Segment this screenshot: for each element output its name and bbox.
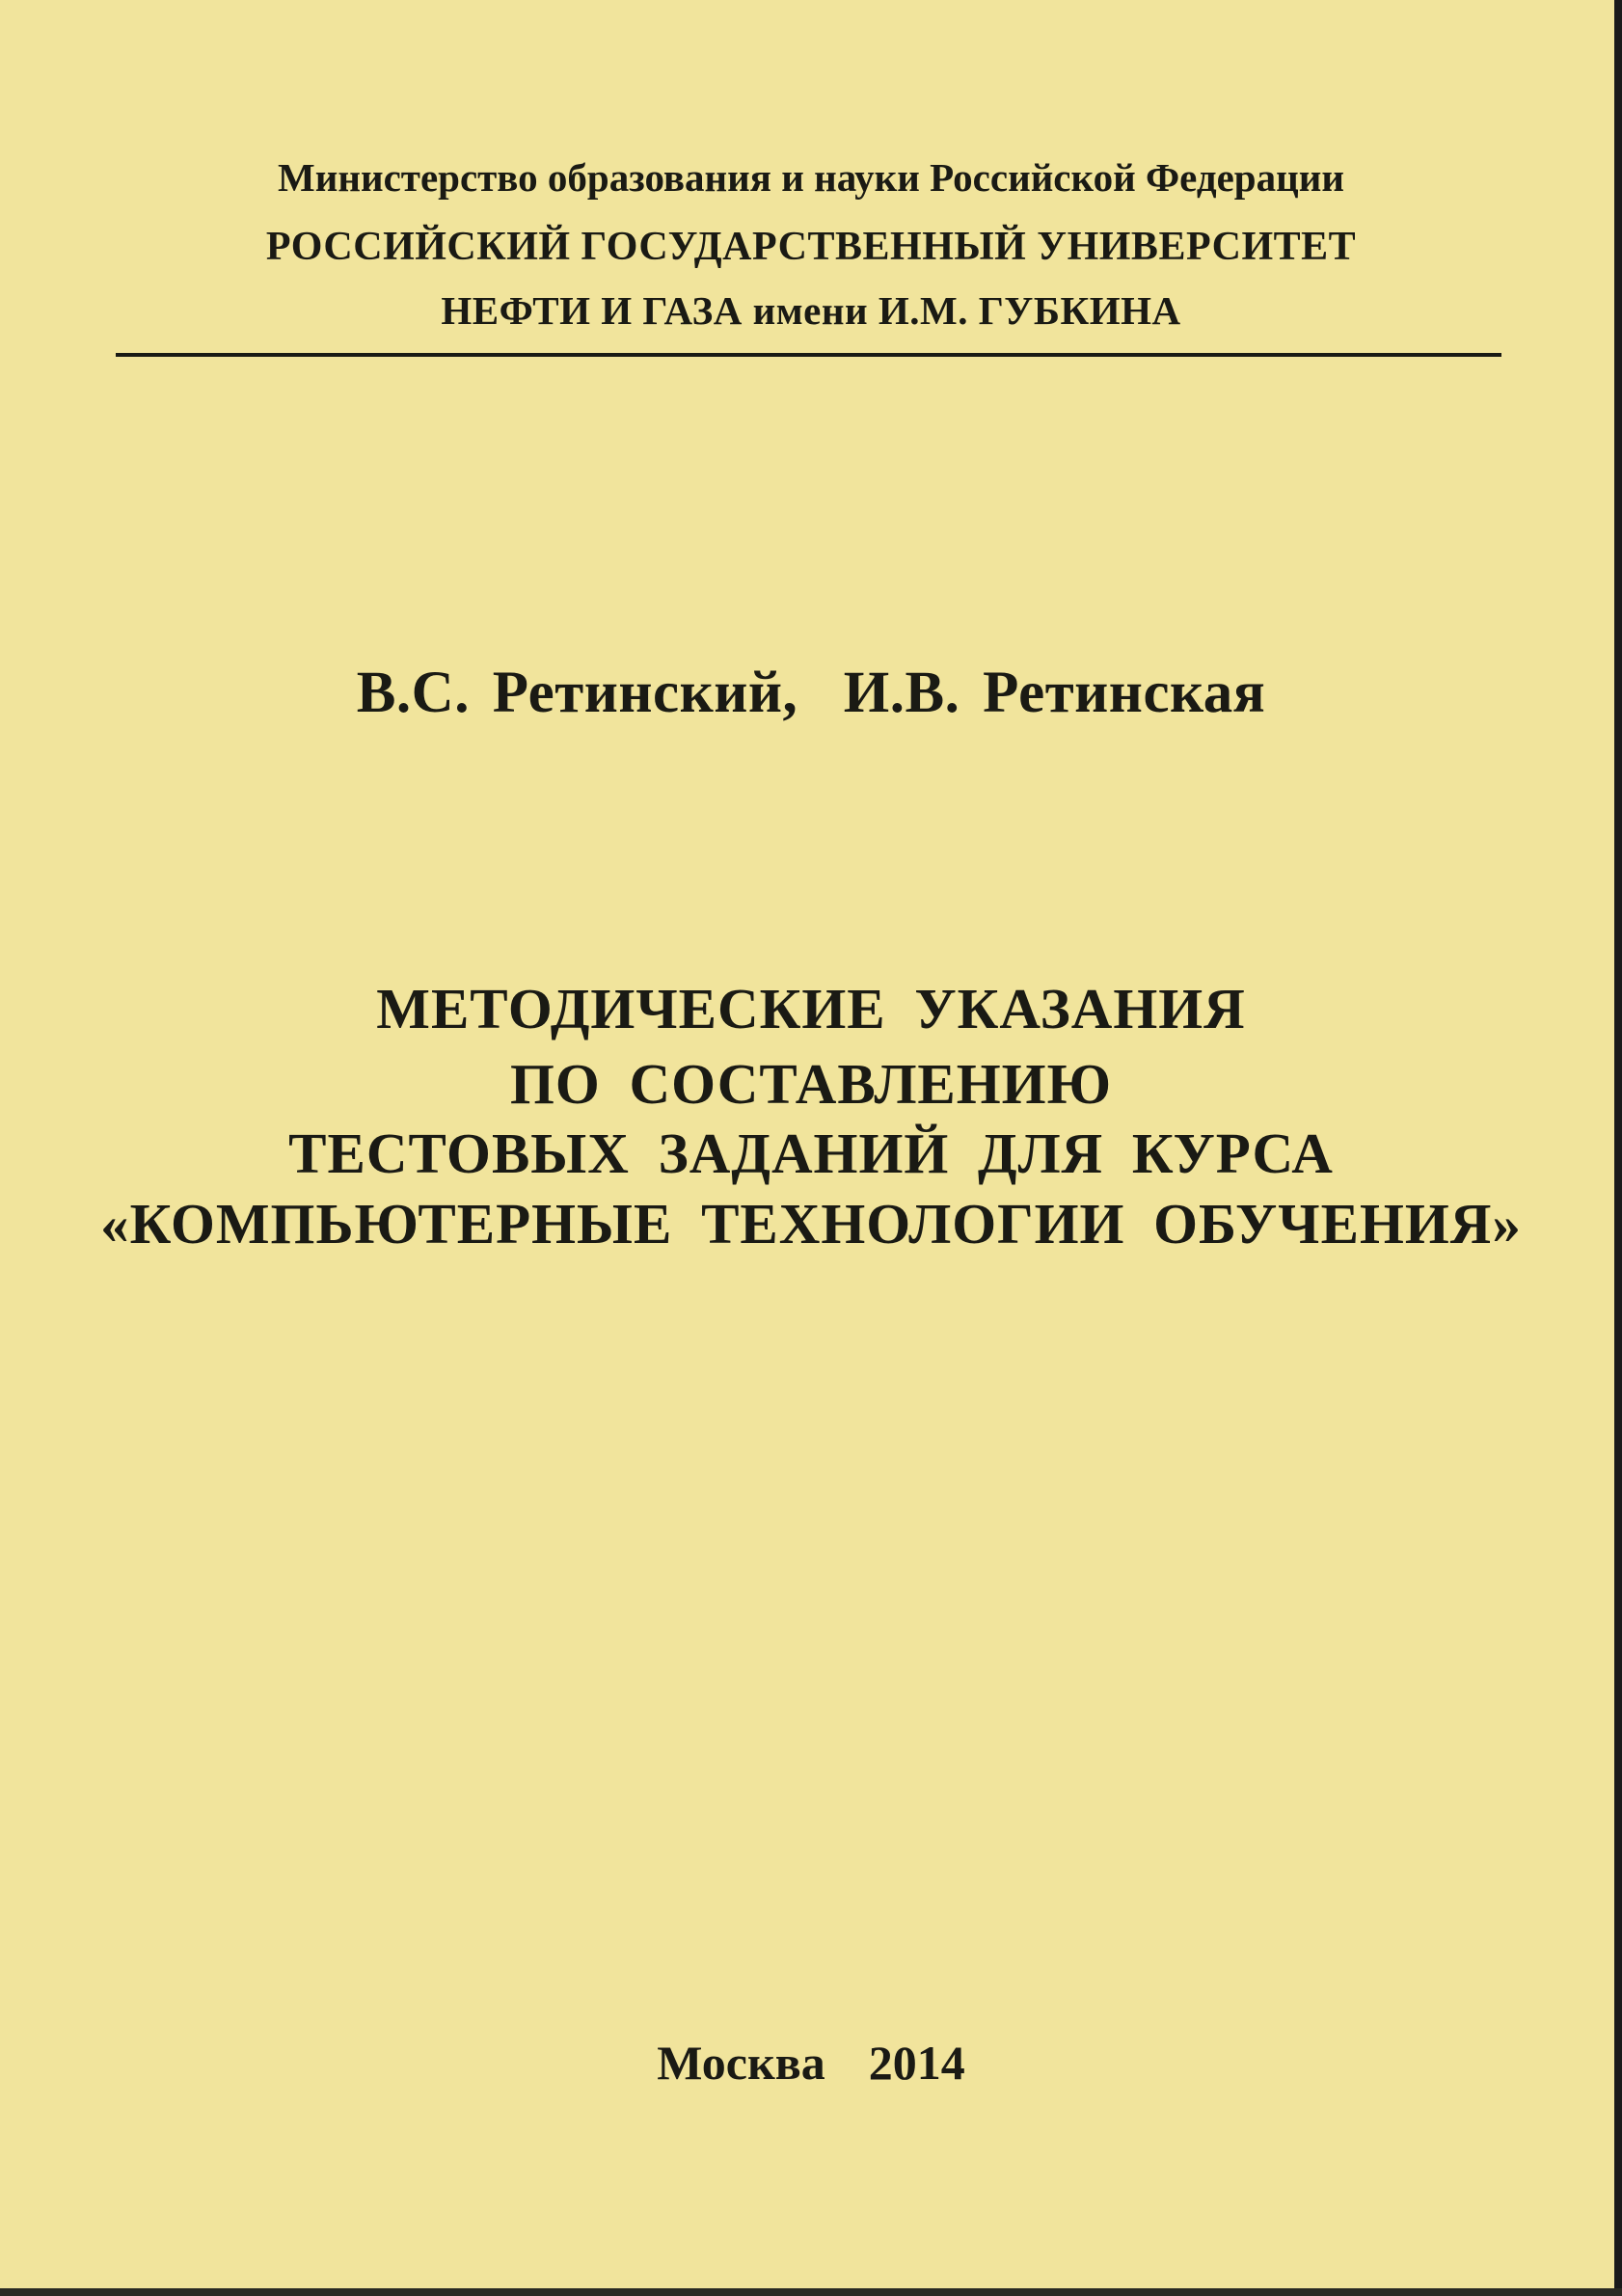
- title-line-2: ПО СОСТАВЛЕНИЮ: [509, 1052, 1113, 1116]
- ministry-name: Министерство образования и науки Российской Федерации: [278, 155, 1344, 200]
- scan-bottom-edge: [0, 2288, 1622, 2296]
- title-line-4: «КОМПЬЮТЕРНЫЕ ТЕХНОЛОГИИ ОБУЧЕНИЯ»: [100, 1192, 1522, 1256]
- title-line-3: ТЕСТОВЫХ ЗАДАНИЙ ДЛЯ КУРСА: [288, 1121, 1334, 1185]
- university-name-line-2: НЕФТИ И ГАЗА имени И.М. ГУБКИНА: [441, 288, 1181, 333]
- header-divider: [116, 353, 1501, 357]
- imprint-city-year: Москва 2014: [657, 2036, 965, 2090]
- title-line-1: МЕТОДИЧЕСКИЕ УКАЗАНИЯ: [376, 977, 1246, 1040]
- scan-right-edge: [1614, 0, 1622, 2296]
- university-name-line-1: РОССИЙСКИЙ ГОСУДАРСТВЕННЫЙ УНИВЕРСИТЕТ: [265, 225, 1357, 269]
- authors: В.С. Ретинский, И.В. Ретинская: [356, 661, 1266, 725]
